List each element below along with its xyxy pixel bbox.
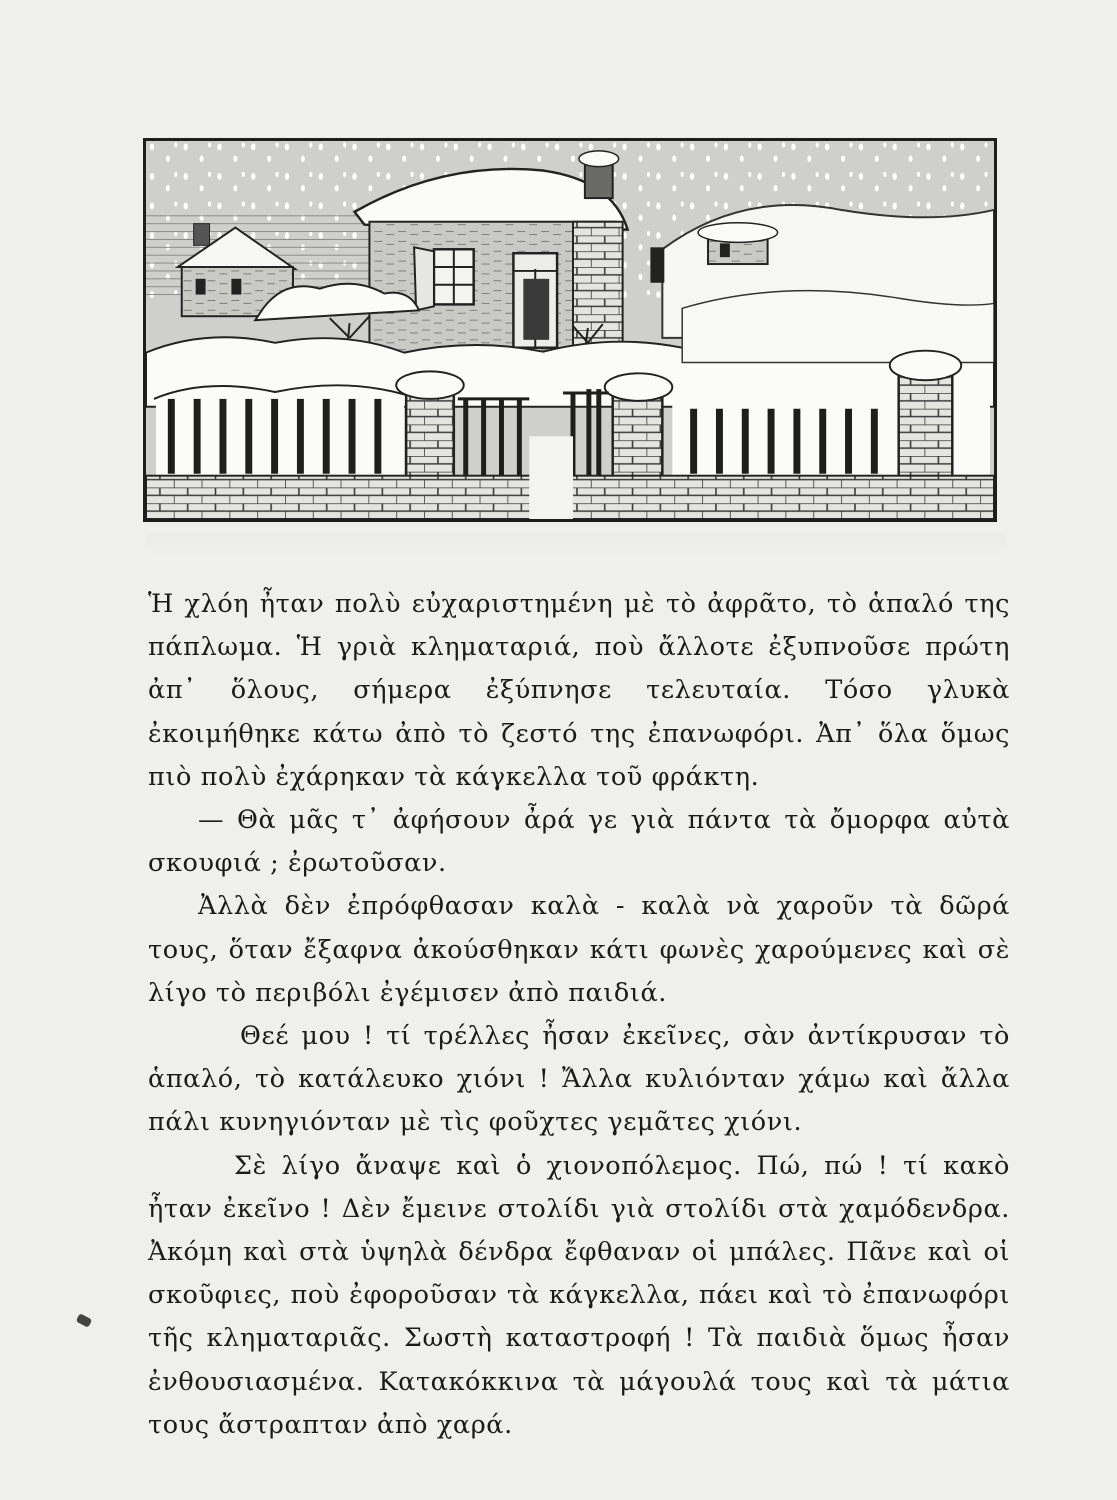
bleed-through-shadow [146,533,1006,557]
ink-mark [76,1313,93,1328]
paragraph-4: Θεέ μου ! τί τρέλλες ἦσαν ἐκεῖνες, σὰν ἀντίκρυσαν τὸ ἁπαλό, τὸ κατάλευκο χιόνι ! Ἄλλα κυλιόνταν χάμω καὶ ἄλλα πάλι κυνηγιόνταν μὲ τὶς φοῦχτες γεμᾶτες χιόνι. [148,1021,1010,1138]
woodcut-image [146,141,994,519]
paragraph-2: — Θὰ μᾶς τ᾿ ἀφήσουν ἆρά γε γιὰ πάντα τὰ ὄμορφα αὐτὰ σκουφιά ; ἐρωτοῦσαν. [148,805,1010,879]
paragraph-3: Ἀλλὰ δὲν ἐπρόφθασαν καλὰ - καλὰ νὰ χαροῦν τὰ δῶρά τους, ὅταν ἔξαφνα ἀκούσθηκαν κάτι φωνὲς χαρούμενες καὶ σὲ λίγο τὸ περιβόλι ἐγέμισεν ἀπὸ παιδιά. [148,891,1010,1008]
story-text [148,583,1010,1447]
snowy-house-illustration [143,138,997,522]
fence-left [154,385,406,483]
paragraph-5: Σὲ λίγο ἄναψε καὶ ὁ χιονοπόλεμος. Πώ, πώ ! τί κακὸ ἦταν ἐκεῖνο ! Δὲν ἔμεινε στολίδι γιὰ στολίδι στὰ χαμόδενδρα. Ἀκόμη καὶ στὰ ὑψηλὰ δένδρα ἔφθαναν οἱ μπάλες. Πᾶνε καὶ οἱ σκοῦφιες, ποὺ ἐφοροῦσαν τὰ κάγκελλα, πάει καὶ τὸ ἐπανωφόρι τῆς κληματαριᾶς. Σωστὴ καταστροφή ! Τὰ παιδιὰ ὅμως ἦσαν ἐνθουσιασμένα. Κατακόκκινα τὰ μάγουλά τους καὶ τὰ μάτια τους ἄστραπταν ἀπὸ χαρά. [148,1150,1010,1440]
paragraph-1: Ἡ χλόη ἦταν πολὺ εὐχαριστημένη μὲ τὸ ἀφρᾶτο, τὸ ἁπαλό της πάπλωμα. Ἡ γριὰ κληματαριά, ποὺ ἄλλοτε ἐξυπνοῦσε πρώτη ἀπ᾿ ὅλους, σήμερα ἐξύπνησε τελευταία. Τόσο γλυκὰ ἐκοιμήθηκε κάτω ἀπὸ τὸ ζεστό της ἐπανωφόρι. Ἀπ᾿ ὅλα ὅμως πιὸ πολὺ ἐχάρηκαν τὰ κάγκελλα τοῦ φράκτη. [148,589,1010,792]
